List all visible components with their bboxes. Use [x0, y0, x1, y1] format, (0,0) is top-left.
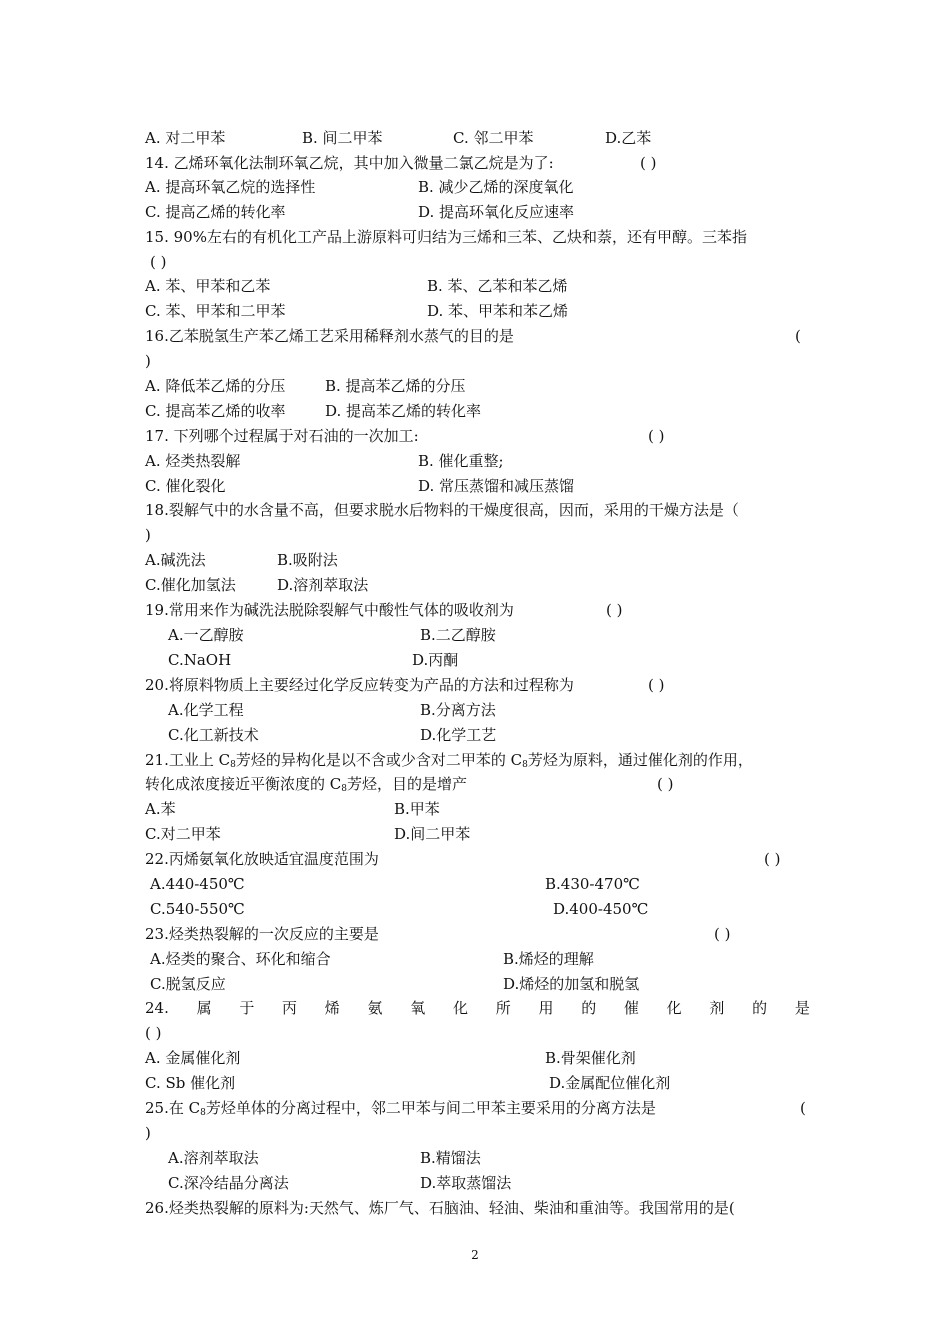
- q22-option-b: B.430-470℃: [545, 875, 640, 893]
- q15-stem: 15. 90%左右的有机化工产品上游原料可归结为三烯和三苯、乙炔和萘，还有甲醇。三苯指: [145, 228, 747, 246]
- q16-option-c: C. 提高苯乙烯的收率: [145, 402, 286, 420]
- q20-option-d: D.化学工艺: [420, 726, 497, 744]
- q17-option-b: B. 催化重整;: [418, 452, 504, 470]
- q25-option-a: A.溶剂萃取法: [168, 1149, 259, 1167]
- q14-option-c: C. 提高乙烯的转化率: [145, 203, 286, 221]
- q17-blank: ( ): [648, 427, 665, 445]
- q23-stem: 23.烃类热裂解的一次反应的主要是: [145, 925, 379, 943]
- q17-stem: 17. 下列哪个过程属于对石油的一次加工:: [145, 427, 419, 445]
- q25-option-b: B.精馏法: [420, 1149, 481, 1167]
- q18-option-b: B.吸附法: [277, 551, 338, 569]
- q26-stem: 26.烃类热裂解的原料为:天然气、炼厂气、石脑油、轻油、柴油和重油等。我国常用的是(: [145, 1199, 735, 1217]
- q20-option-a: A.化学工程: [168, 701, 244, 719]
- q22-option-a: A.440-450℃: [150, 875, 245, 893]
- q18-blank-close: ): [145, 526, 151, 544]
- q23-blank: ( ): [714, 925, 731, 943]
- q14-option-a: A. 提高环氧乙烷的选择性: [145, 178, 316, 196]
- q19-option-b: B.二乙醇胺: [420, 626, 496, 644]
- q21-stem-line2: 转化成浓度接近平衡浓度的 $C_8$芳烃，目的是增产: [145, 775, 467, 794]
- q25-blank-open: (: [800, 1099, 806, 1117]
- q21-option-d: D.间二甲苯: [394, 825, 471, 843]
- q19-blank: ( ): [606, 601, 623, 619]
- q14-blank: ( ): [640, 154, 657, 172]
- q25-stem: 25.在 $C_8$芳烃单体的分离过程中，邻二甲苯与间二甲苯主要采用的分离方法是: [145, 1099, 656, 1118]
- q18-option-c: C.催化加氢法: [145, 576, 236, 594]
- q23-option-a: A.烃类的聚合、环化和缩合: [150, 950, 331, 968]
- q16-stem: 16.乙苯脱氢生产苯乙烯工艺采用稀释剂水蒸气的目的是: [145, 327, 514, 345]
- q20-option-c: C.化工新技术: [168, 726, 259, 744]
- q22-option-d: D.400-450℃: [553, 900, 649, 918]
- q24-blank: ( ): [145, 1024, 162, 1042]
- q19-option-c: C.NaOH: [168, 651, 232, 669]
- q13-option-c: C. 邻二甲苯: [453, 129, 534, 147]
- q13-option-b: B. 间二甲苯: [302, 129, 383, 147]
- q24-option-b: B.骨架催化剂: [545, 1049, 636, 1067]
- q25-blank-close: ): [145, 1124, 151, 1142]
- q18-option-a: A.碱洗法: [145, 551, 206, 569]
- q15-option-d: D. 苯、甲苯和苯乙烯: [427, 302, 569, 320]
- q24-option-c: C. Sb 催化剂: [145, 1074, 236, 1092]
- q15-option-c: C. 苯、甲苯和二甲苯: [145, 302, 286, 320]
- q20-blank: ( ): [648, 676, 665, 694]
- q17-option-c: C. 催化裂化: [145, 477, 226, 495]
- q16-option-b: B. 提高苯乙烯的分压: [325, 377, 466, 395]
- q15-option-a: A. 苯、甲苯和乙苯: [145, 277, 271, 295]
- q24-option-a: A. 金属催化剂: [145, 1049, 241, 1067]
- q14-option-d: D. 提高环氧化反应速率: [418, 203, 575, 221]
- q16-blank-open: (: [795, 327, 801, 345]
- q24-stem: 24. 属 于 丙 烯 氨 氧 化 所 用 的 催 化 剂 的 是: [145, 999, 810, 1017]
- q21-option-a: A.苯: [145, 800, 176, 818]
- q15-blank: ( ): [150, 253, 167, 271]
- q22-option-c: C.540-550℃: [150, 900, 245, 918]
- q22-stem: 22.丙烯氨氧化放映适宜温度范围为: [145, 850, 379, 868]
- page-number: 2: [471, 1248, 479, 1262]
- q21-option-b: B.甲苯: [394, 800, 440, 818]
- q19-stem: 19.常用来作为碱洗法脱除裂解气中酸性气体的吸收剂为: [145, 601, 514, 619]
- q14-stem: 14. 乙烯环氧化法制环氧乙烷，其中加入微量二氯乙烷是为了:: [145, 154, 554, 172]
- q19-option-d: D.丙酮: [412, 651, 459, 669]
- q15-option-b: B. 苯、乙苯和苯乙烯: [427, 277, 568, 295]
- q18-stem: 18.裂解气中的水含量不高，但要求脱水后物料的干燥度很高，因而，采用的干燥方法是（: [145, 501, 739, 519]
- q14-option-b: B. 减少乙烯的深度氧化: [418, 178, 574, 196]
- q20-stem: 20.将原料物质上主要经过化学反应转变为产品的方法和过程称为: [145, 676, 574, 694]
- q19-option-a: A.一乙醇胺: [168, 626, 244, 644]
- q13-option-a: A. 对二甲苯: [145, 129, 226, 147]
- q25-option-d: D.萃取蒸馏法: [420, 1174, 512, 1192]
- q18-option-d: D.溶剂萃取法: [277, 576, 369, 594]
- q25-option-c: C.深冷结晶分离法: [168, 1174, 289, 1192]
- q21-option-c: C.对二甲苯: [145, 825, 221, 843]
- q24-option-d: D.金属配位催化剂: [549, 1074, 671, 1092]
- q21-stem-line1: 21.工业上 $C_8$芳烃的异构化是以不含或少含对二甲苯的 $C_8$芳烃为原料，通过催化剂的作用，: [145, 751, 753, 770]
- q16-blank-close: ): [145, 352, 151, 370]
- q17-option-a: A. 烃类热裂解: [145, 452, 241, 470]
- q21-blank: ( ): [657, 775, 674, 793]
- q20-option-b: B.分离方法: [420, 701, 496, 719]
- q16-option-d: D. 提高苯乙烯的转化率: [325, 402, 482, 420]
- q13-option-d: D.乙苯: [605, 129, 652, 147]
- q23-option-c: C.脱氢反应: [150, 975, 226, 993]
- q17-option-d: D. 常压蒸馏和减压蒸馏: [418, 477, 575, 495]
- q16-option-a: A. 降低苯乙烯的分压: [145, 377, 286, 395]
- q23-option-d: D.烯烃的加氢和脱氢: [503, 975, 640, 993]
- q23-option-b: B.烯烃的理解: [503, 950, 594, 968]
- q22-blank: ( ): [764, 850, 781, 868]
